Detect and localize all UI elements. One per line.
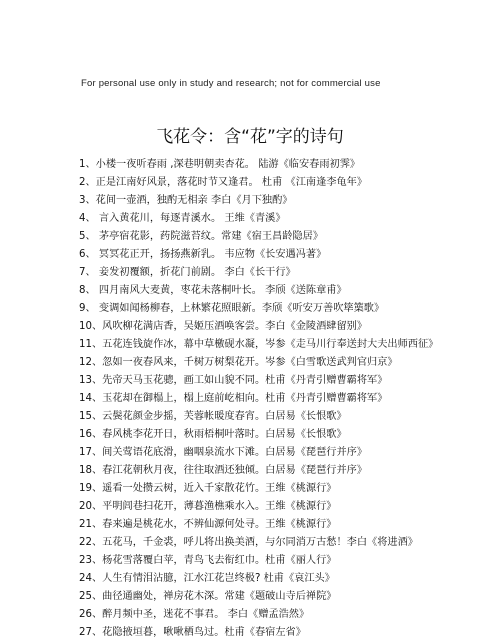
poem-line: 4、 言入黄花川，每逐青溪水。 王维《青溪》 [79,213,286,224]
poem-line: 5、 茅亭宿花影，药院滋苔纹。常建《宿王昌龄隐居》 [79,231,324,242]
poem-line: 20、平明闾巷扫花开，薄暮渔樵乘水入。王维《桃源行》 [79,501,337,512]
poem-list [79,156,494,642]
poem-line: 7、 妾发初覆额，折花门前剧。 李白《长干行》 [79,267,296,278]
poem-line: 26、醉月频中圣，迷花不事君。 李白《赠孟浩然》 [79,609,310,620]
poem-line: 11、五花连钱旋作冰，幕中草檄砚水凝，岑参《走马川行奉送封大夫出师西征》 [79,339,439,350]
poem-line: 9、 变调如闻杨柳春，上林繁花照眼新。李颀《听安万善吹筚篥歌》 [79,303,385,314]
poem-line: 22、五花马，千金裘，呼儿将出换美酒，与尔同消万古愁！李白《将进酒》 [79,537,418,548]
page-title: 飞花令：含“花”字的诗句 [156,127,344,147]
poem-line: 19、遥看一处攒云树，近入千家散花竹。王维《桃源行》 [79,483,337,494]
poem-line: 10、风吹柳花满店香，吴姬压酒唤客尝。李白《金陵酒肆留别》 [79,321,368,332]
poem-line: 21、春来遍是桃花水，不辨仙源何处寻。王维《桃源行》 [79,519,337,530]
poem-line: 12、忽如一夜春风来，千树万树梨花开。岑参《白雪歌送武判官归京》 [79,357,398,368]
poem-line: 13、先帝天马玉花骢，画工如山貌不同。杜甫《丹青引赠曹霸将军》 [79,375,388,386]
poem-line: 15、云鬓花颜金步摇，芙蓉帐暖度春宵。白居易《长恨歌》 [79,411,347,422]
poem-line: 1、小楼一夜听春雨 ,深巷明朝卖杏花。 陆游《临安春雨初霁》 [79,159,361,170]
poem-line: 27、花隐掖垣暮，啾啾栖鸟过。杜甫《春宿左省》 [79,627,306,638]
poem-line: 3、花间一壶酒，独酌无相亲 李白《月下独酌》 [79,195,293,206]
poem-line: 6、 冥冥花正开，扬扬燕新乳。 韦应物《长安遇冯著》 [79,249,327,260]
poem-line: 23、杨花雪落覆白苹，青鸟飞去衔红巾。杜甫《丽人行》 [79,555,337,566]
poem-line: 17、间关莺语花底滑，幽咽泉流水下滩。白居易《琵琶行并序》 [79,447,368,458]
poem-line: 16、春风桃李花开日，秋雨梧桐叶落时。白居易《长恨歌》 [79,429,347,440]
poem-line: 2、正是江南好风景，落花时节又逢君。 杜甫 《江南逢李龟年》 [79,177,368,188]
poem-line: 24、人生有情泪沾臆，江水江花岂终极? 杜甫《哀江头》 [79,573,335,584]
poem-line: 8、 四月南风大麦黄，枣花未落桐叶长。 李颀《送陈章甫》 [79,285,347,296]
usage-disclaimer: For personal use only in study and research; not for commercial use [81,78,381,89]
poem-line: 14、玉花却在御榻上，榻上庭前屹相向。杜甫《丹青引赠曹霸将军》 [79,393,388,404]
poem-line: 18、春江花朝秋月夜，往往取酒还独倾。白居易《琵琶行并序》 [79,465,368,476]
poem-line: 25、曲径通幽处，禅房花木深。常建《题破山寺后禅院》 [79,591,337,602]
